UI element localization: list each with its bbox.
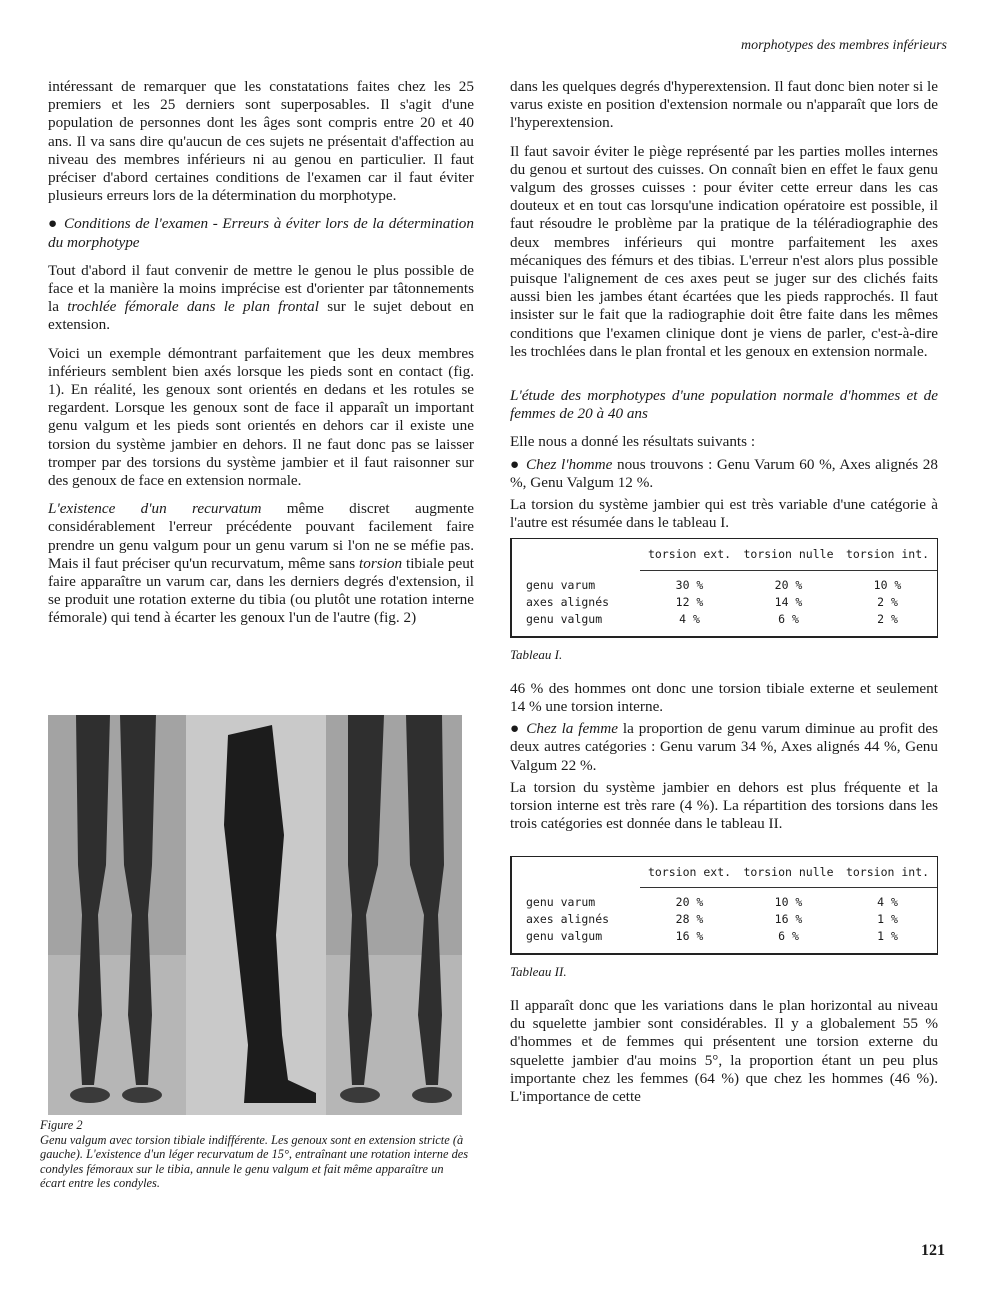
right-paragraph-2: Il faut savoir éviter le piège représenté par les parties molles internes du genou et surtout des cuisses. On connaît bien en effet le faux genu valgum des grosses cuisses : pour éviter cette erreur dans les cas douteux et en tout cas lorsqu'une indication opératoire est possible, il faut résoudre le problème par la pratique de la téléradiographie des deux membres inférieurs qui montre parfaitement les axes mécaniques des fémurs et des tibias. L'erreur n'est alors plus possible puisque l'alignement de ces axes peut se juger sur des clichés faits aussi bien les jambes étant écartées que les pieds rapprochés. Il faut insister sur le fait que la radiographie doit être faite dans les mêmes conditions que l'examen clinique dont je viens de parler, c'est-à-dire les trochlées dans le plan frontal et les genoux en extension normale. bbox=[510, 142, 938, 360]
table-row: axes alignés 12 % 14 % 2 % bbox=[526, 594, 898, 609]
table-2-caption: Tableau II. bbox=[510, 963, 567, 979]
table-row: axes alignés 28 % 16 % 1 % bbox=[526, 911, 898, 926]
left-column bbox=[48, 78, 474, 638]
right-paragraph-1: dans les quelques degrés d'hyperextension. Il faut donc bien noter si le varus existe en position d'extension normale ou n'apparaît que lors de l'hyperextension. bbox=[510, 78, 938, 132]
running-header: morphotypes des membres inférieurs bbox=[741, 38, 947, 53]
left-paragraph-1: intéressant de remarquer que les constatations faites chez les 25 premiers et les 25 derniers sont superposables. Il s'agit d'une population de personnes dont les âges sont compris entre 20 et 40 ans. Il va sans dire qu'aucun de ces sujets ne présentait d'affection au niveau des membres inférieurs ni au genou en particulier. Il faut préciser d'abord certaines conditions de l'examen car il faut éviter plusieurs erreurs lors de la détermination du morphotype. bbox=[48, 78, 474, 205]
legs-photo-illustration bbox=[48, 715, 462, 1115]
table-row: genu varum 30 % 20 % 10 % bbox=[526, 577, 902, 592]
left-subheading: ● Conditions de l'examen - Erreurs à éviter lors de la détermination du morphotype bbox=[48, 215, 474, 251]
figure-label: Figure 2 bbox=[40, 1118, 83, 1132]
right-paragraph-4: ● Chez l'homme nous trouvons : Genu Varum 60 %, Axes alignés 28 %, Genu Valgum 12 %. bbox=[510, 455, 938, 491]
right-paragraph-8: La torsion du système jambier en dehors est plus fréquente et la torsion interne est très rare (4 %). La répartition des torsions dans les trois catégories est donnée dans le tableau II. bbox=[510, 778, 938, 833]
bullet-icon: ● bbox=[48, 215, 58, 233]
figure-caption-text: Genu valgum avec torsion tibiale indifférente. Les genoux sont en extension stricte (à gauche). L'existence d'un léger recurvatum de 15°, entraînant une rotation interne des condyles fémoraux sur le tibia, annule le genu valgum et fait même apparaître un écart entre les condyles. bbox=[40, 1132, 469, 1191]
table-1-col-3: torsion int. bbox=[845, 547, 930, 562]
right-paragraph-3: Elle nous a donné les résultats suivants : bbox=[510, 433, 756, 451]
table-1-caption: Tableau I. bbox=[510, 646, 563, 662]
right-paragraph-5: La torsion du système jambier qui est très variable d'une catégorie à l'autre est résumée dans le tableau I. bbox=[510, 496, 938, 532]
figure-2-photo bbox=[48, 715, 462, 1115]
bullet-icon: ● bbox=[510, 720, 521, 738]
table-1 bbox=[510, 538, 938, 637]
table-row: genu valgum 16 % 6 % 1 % bbox=[526, 928, 898, 943]
table-row: genu varum 20 % 10 % 4 % bbox=[526, 894, 898, 909]
right-subheading: L'étude des morphotypes d'une population normale d'hommes et de femmes de 20 à 40 ans bbox=[510, 387, 938, 423]
right-column bbox=[510, 78, 938, 1116]
right-paragraph-9: Il apparaît donc que les variations dans le plan horizontal au niveau du squelette jambier sont considérables. Il y a globalement 55 % d'hommes et de femmes qui présentent une torsion externe du squelette jambier d'au moins 5°, la proportion étant un peu plus importante chez les femmes (64 %) que chez les hommes (46 %). L'importance de cette bbox=[510, 996, 938, 1105]
table-2-col-2: torsion nulle bbox=[743, 864, 834, 879]
left-paragraph-3: Voici un exemple démontrant parfaitement que les deux membres inférieurs semblent bien axés lorsque les pieds sont en contact (fig. 1). En réalité, les genoux sont orientés en dedans et les rotules se regardent. Lorsque les genoux sont de face il apparaît un important genu valgum et les pieds sont orientés en dehors car il existe une torsion du système jambier en dehors. Il ne faut donc pas se laisser tromper par des torsions du système jambier et il faut raisonner sur des genoux de face en extension normale. bbox=[48, 344, 474, 490]
table-1-col-2: torsion nulle bbox=[743, 547, 834, 562]
left-paragraph-4: L'existence d'un recurvatum même discret augmente considérablement l'erreur précédente pouvant facilement faire prendre un genu valgum pour un genu varum si l'on ne se méfie pas. Mais il faut préciser qu'un recurvatum, même sans torsion tibiale peut faire apparaître un varum car, dans les derniers degrés d'extension, il se produit une rotation externe du tibia (ou plutôt une rotation interne fémorale) qui tend à écarter les genoux l'un de l'autre (fig. 2) bbox=[48, 500, 475, 627]
table-2 bbox=[510, 856, 938, 955]
left-paragraph-2: Tout d'abord il faut convenir de mettre le genou le plus possible de face et la manière la moins imprécise est d'orienter par tâtonnements la trochlée fémorale dans le plan frontal sur le sujet debout en extension. bbox=[48, 261, 474, 334]
figure-caption bbox=[40, 1118, 470, 1191]
table-1-header bbox=[640, 545, 937, 570]
bullet-icon: ● bbox=[510, 455, 521, 473]
table-1-col-1: torsion ext. bbox=[647, 547, 732, 562]
page-number: 121 bbox=[921, 1242, 945, 1259]
right-paragraph-6: 46 % des hommes ont donc une torsion tibiale externe et seulement 14 % une torsion interne. bbox=[510, 679, 938, 716]
table-2-col-1: torsion ext. bbox=[647, 864, 732, 879]
right-paragraph-7: ● Chez la femme la proportion de genu varum diminue au profit des deux autres catégories : Genu varum 34 %, Axes alignés 44 %, Genu Valgum 22 %. bbox=[510, 720, 938, 774]
table-row: genu valgum 4 % 6 % 2 % bbox=[526, 611, 898, 626]
table-2-header bbox=[640, 863, 937, 888]
table-2-col-3: torsion int. bbox=[845, 864, 930, 879]
